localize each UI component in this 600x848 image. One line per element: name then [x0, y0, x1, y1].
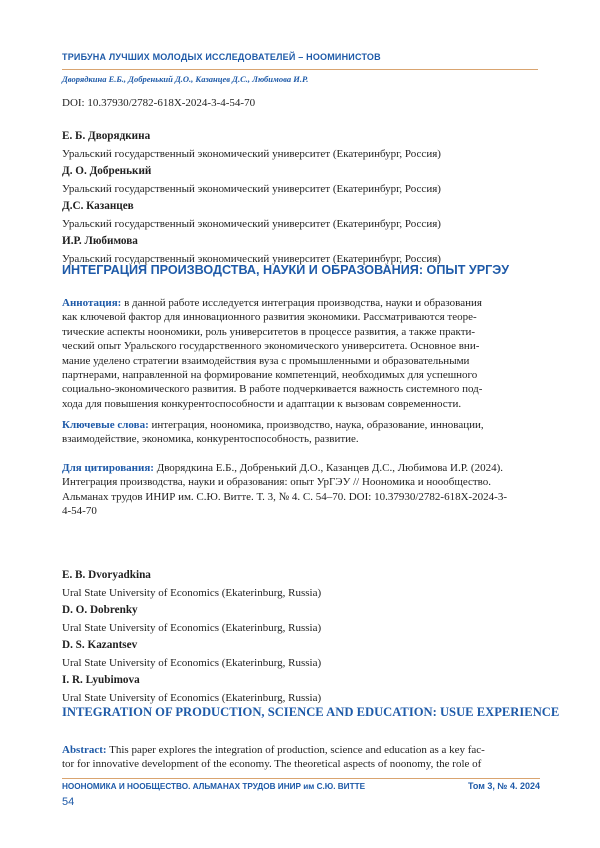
keywords-text: взаимодействие, экономика, конкурентоспособность, развитие. — [62, 433, 359, 446]
abstract-text: партнерами, направленной на формирование компетенций, необходимых для успешного — [62, 369, 478, 382]
series-title: ТРИБУНА ЛУЧШИХ МОЛОДЫХ ИССЛЕДОВАТЕЛЕЙ – НООМИНИСТОВ — [62, 52, 381, 62]
abstract-text: хода для повышения конкурентоспособности и адаптации к вызовам современности. — [62, 397, 462, 410]
abstract-ru — [62, 296, 538, 411]
keywords-ru — [62, 418, 538, 447]
abstract-text: This paper explores the integration of production, science and education as a key fac- — [106, 744, 485, 756]
abstract-text: мание уделено стратегии взаимодействия вуза с промышленными и образовательными — [62, 354, 470, 367]
article-title-en: INTEGRATION OF PRODUCTION, SCIENCE AND EDUCATION: USUE EXPERIENCE — [62, 705, 560, 719]
journal-title: НООНОМИКА И НООБЩЕСТВО. АЛЬМАНАХ ТРУДОВ ИНИР им С.Ю. ВИТТЕ — [62, 782, 366, 791]
running-head — [62, 52, 538, 84]
author-affiliation: Ural State University of Economics (Ekaterinburg, Russia) — [62, 621, 322, 634]
author-affiliation: Уральский государственный экономический университет (Екатеринбург, Россия) — [62, 182, 441, 195]
abstract-text: ческий опыт Уральского государственного экономического университета. Основное вни- — [62, 340, 480, 353]
author-name: И.Р. Любимова — [62, 235, 138, 247]
header-divider — [62, 69, 538, 70]
running-head-authors: Дворядкина Е.Б., Добренький Д.О., Казанцев Д.С., Любимова И.Р. — [62, 74, 309, 84]
author-name: E. B. Dvoryadkina — [62, 569, 151, 581]
author-affiliation: Уральский государственный экономический университет (Екатеринбург, Россия) — [62, 252, 441, 265]
author-affiliation: Уральский государственный экономический университет (Екатеринбург, Россия) — [62, 147, 441, 160]
abstract-label: Аннотация: — [62, 297, 122, 309]
footer-divider — [62, 778, 540, 779]
abstract-text: как ключевой фактор для инновационного развития экономики. Рассматриваются теоре- — [62, 311, 477, 324]
abstract-text: в данной работе исследуется интеграция производства, науки и образования — [121, 297, 482, 309]
abstract-label: Abstract: — [62, 744, 107, 756]
author-name: Е. Б. Дворядкина — [62, 130, 151, 142]
doi: DOI: 10.37930/2782-618X-2024-3-4-54-70 — [62, 97, 256, 109]
author-name: Д.С. Казанцев — [62, 200, 134, 212]
article-title-ru: ИНТЕГРАЦИЯ ПРОИЗВОДСТВА, НАУКИ И ОБРАЗОВАНИЯ: ОПЫТ УРГЭУ — [62, 263, 510, 277]
issue-info: Том 3, № 4. 2024 — [467, 781, 540, 791]
citation-label: Для цитирования: — [62, 462, 154, 474]
citation-text: Альманах трудов ИНИР им. С.Ю. Витте. Т. 3, № 4. С. 54–70. DOI: 10.37930/2782-618X-2024-3- — [62, 490, 508, 503]
author-affiliation: Ural State University of Economics (Ekaterinburg, Russia) — [62, 656, 322, 669]
keywords-text: интеграция, ноономика, производство, наука, образование, инновации, — [148, 419, 484, 431]
author-name: D. S. Kazantsev — [62, 639, 138, 651]
author-affiliation: Уральский государственный экономический университет (Екатеринбург, Россия) — [62, 217, 441, 230]
abstract-text: социально-экономического развития. В работе подчеркивается важность системного под- — [62, 383, 483, 396]
author-name: D. O. Dobrenky — [62, 604, 138, 616]
citation-text: Интеграция производства, науки и образования: опыт УрГЭУ // Ноономика и ноообщество. — [62, 476, 492, 489]
citation — [62, 461, 538, 519]
abstract-en — [62, 743, 538, 772]
author-name: I. R. Lyubimova — [62, 674, 140, 686]
abstract-text: tor for innovative development of the economy. The theoretical aspects of noonomy, the role of — [62, 758, 482, 771]
abstract-text: тические аспекты ноономики, роль университетов в процессе развития, а также практи- — [62, 325, 476, 338]
author-name: Д. О. Добренький — [62, 165, 152, 177]
citation-text: 4-54-70 — [62, 505, 97, 518]
keywords-label: Ключевые слова: — [62, 419, 149, 431]
citation-text: Дворядкина Е.Б., Добренький Д.О., Казанцев Д.С., Любимова И.Р. (2024). — [153, 462, 504, 474]
authors-ru — [62, 128, 542, 268]
author-affiliation: Ural State University of Economics (Ekaterinburg, Russia) — [62, 586, 322, 599]
author-affiliation: Ural State University of Economics (Ekaterinburg, Russia) — [62, 691, 322, 704]
authors-en — [62, 567, 542, 707]
page-number: 54 — [62, 796, 75, 808]
